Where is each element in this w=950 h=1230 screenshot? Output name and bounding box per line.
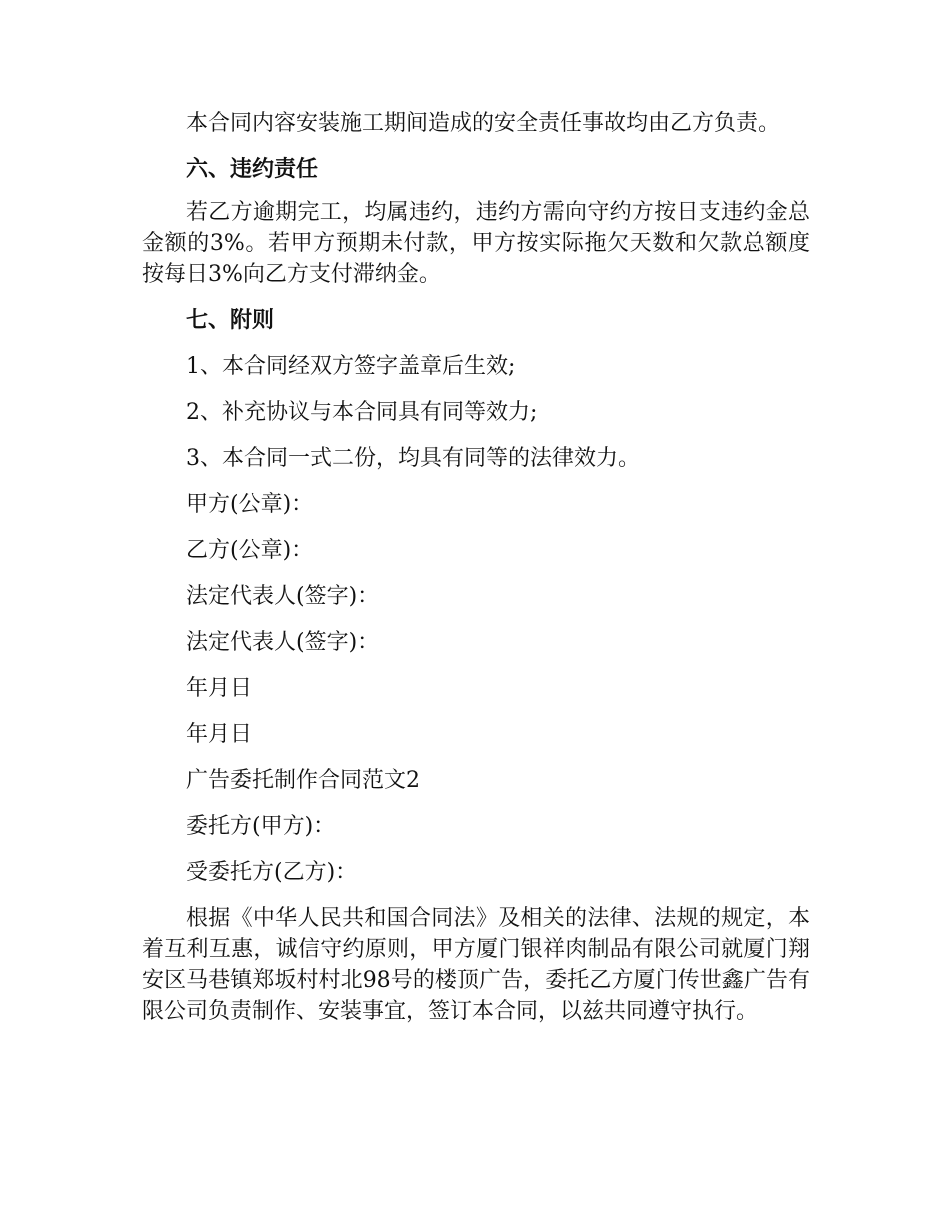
annex-item-1: 1、本合同经双方签字盖章后生效; [186, 354, 516, 379]
annex-item-3: 3、本合同一式二份，均具有同等的法律效力。 [186, 446, 640, 471]
paragraph-breach: 若乙方逾期完工，均属违约，违约方需向守约方按日支违约金总金额的3%。若甲方预期未付款，甲方按实际拖欠天数和欠款总额度按每日3%向乙方支付滞纳金。 [142, 200, 810, 287]
document-page [142, 108, 810, 1027]
party-b-seal-line: 乙方(公章)： [186, 538, 314, 563]
contractor-party-line: 受委托方(乙方)： [186, 860, 358, 885]
date-line-a: 年月日 [186, 676, 253, 701]
client-party-line: 委托方(甲方)： [186, 814, 336, 839]
representative-a-signature-line: 法定代表人(签字)： [186, 584, 380, 609]
party-a-seal-line: 甲方(公章)： [186, 492, 314, 517]
contract-2-title: 广告委托制作合同范文2 [186, 768, 420, 793]
heading-annex: 七、附则 [186, 307, 275, 333]
heading-breach-liability: 六、违约责任 [186, 156, 319, 182]
paragraph-intro: 根据《中华人民共和国合同法》及相关的法律、法规的规定，本着互利互惠，诚信守约原则，甲方厦门银祥肉制品有限公司就厦门翔安区马巷镇郑坂村村北98号的楼顶广告，委托乙方厦门传世鑫广告有限公司负责制作、安装事宜，签订本合同，以兹共同遵守执行。 [142, 906, 810, 1024]
date-line-b: 年月日 [186, 722, 253, 747]
representative-b-signature-line: 法定代表人(签字)： [186, 630, 380, 655]
paragraph-safety: 本合同内容安装施工期间造成的安全责任事故均由乙方负责。 [186, 111, 781, 136]
annex-item-2: 2、补充协议与本合同具有同等效力; [186, 400, 538, 425]
